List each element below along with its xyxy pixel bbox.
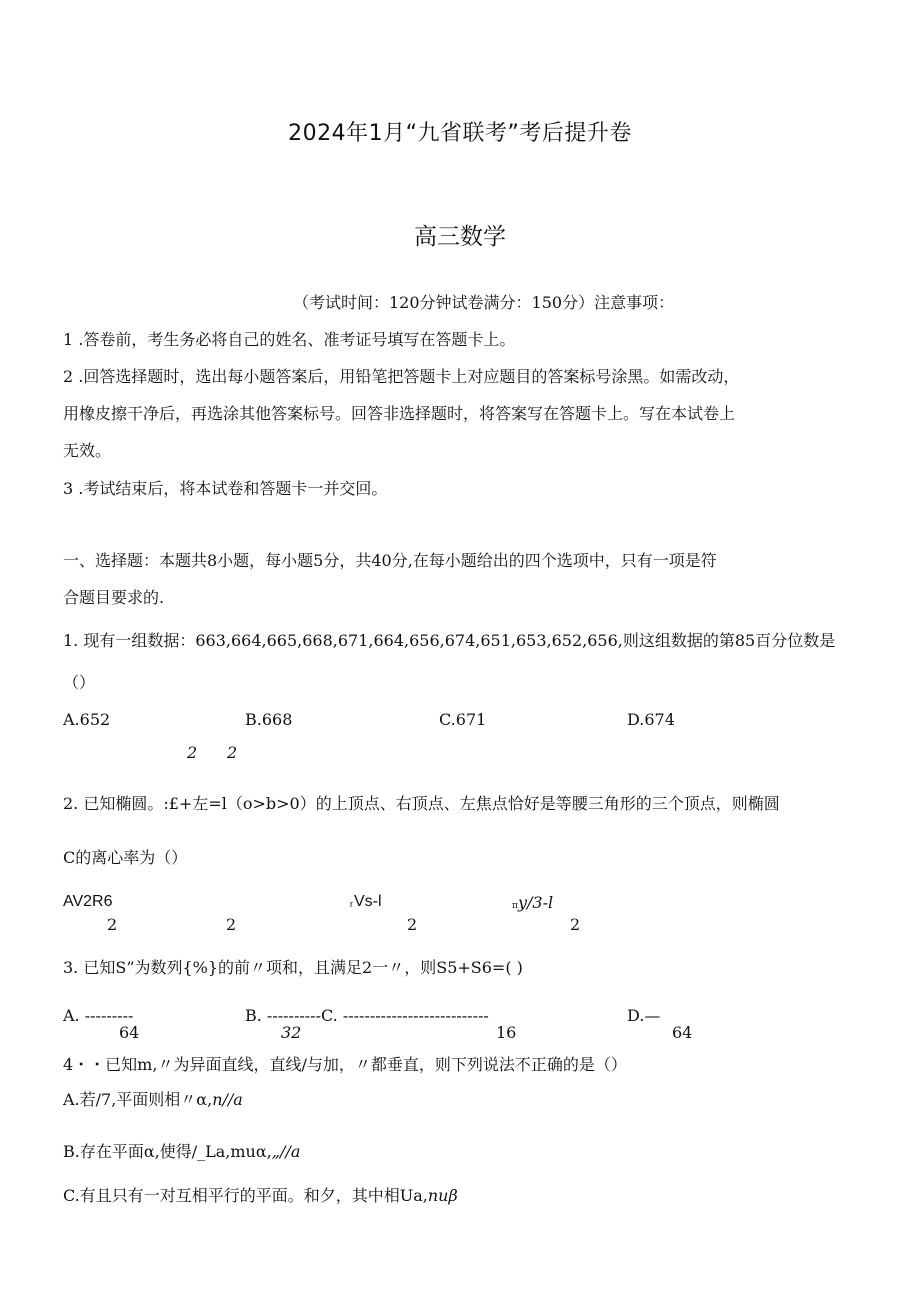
- notice-2: 2 .回答选择题时，选出每小题答案后，用铅笔把答题卡上对应题目的答案标号涂黑。如需改动，: [63, 367, 740, 386]
- question-2-superscript: 2: [227, 743, 238, 762]
- question-2-denominator: 2: [226, 915, 237, 934]
- question-1-option-b: B.668: [245, 710, 293, 729]
- question-3-option-d: D.—: [627, 1006, 661, 1025]
- question-2-option-c-prefix: r: [350, 899, 353, 909]
- question-3-stem: 3. 已知S”为数列{%}的前〃项和，且满足2一〃，则S5+S6=( ): [63, 958, 523, 977]
- question-2-option-d: y/3-l: [518, 893, 554, 912]
- paper-title: 2024年1月“九省联考”考后提升卷: [288, 121, 632, 146]
- question-2-stem: 2. 已知椭圆。:£+左=l（o>b>0）的上顶点、右顶点、左焦点恰好是等腰三角形的三个顶点，则椭圆: [63, 794, 780, 813]
- question-2-option-a: AV2R6: [63, 893, 113, 910]
- question-4-option-c-math: nuβ: [427, 1186, 458, 1205]
- question-4-option-c-text: C.有且只有一对互相平行的平面。和夕，其中相Ua,: [63, 1186, 428, 1205]
- question-4-option-b-math: „//a: [271, 1142, 301, 1161]
- question-1-option-d: D.674: [627, 710, 675, 729]
- section-heading: 一、选择题：本题共8小题，每小题5分，共40分,在每小题给出的四个选项中，只有一项是符: [63, 551, 717, 570]
- notice-1: 1 .答卷前，考生务必将自己的姓名、准考证号填写在答题卡上。: [63, 330, 516, 349]
- notice-2-cont: 用橡皮擦干净后，再选涂其他答案标号。回答非选择题时，将答案写在答题卡上。写在本试卷上: [63, 404, 736, 423]
- question-4-stem: 4・・已知m,〃为异面直线，直线/与加，〃都垂直，则下列说法不正确的是（）: [63, 1055, 627, 1074]
- question-4-option-a-math: n//a: [212, 1090, 243, 1109]
- question-3-denominator: 32: [281, 1023, 302, 1042]
- question-4-option-b-text: B.存在平面α,使得/_La,muα,: [63, 1142, 272, 1161]
- question-4-option-b: [63, 1139, 300, 1162]
- paper-subtitle: 高三数学: [414, 224, 506, 250]
- question-1-paren: （）: [63, 673, 96, 692]
- question-4-option-a: [63, 1087, 243, 1110]
- question-2-option-c: Vs-l: [354, 893, 382, 910]
- question-2-denominator: 2: [570, 915, 581, 934]
- question-3-denominator: 16: [496, 1023, 517, 1042]
- question-2-option-d-prefix: π: [512, 901, 518, 911]
- question-3-option-b-c: B. ----------C. ---------------------------: [245, 1006, 489, 1025]
- question-1-option-c: C.671: [439, 710, 487, 729]
- question-2-denominator: 2: [107, 915, 118, 934]
- question-3-denominator: 64: [672, 1023, 693, 1042]
- question-2-denominator: 2: [407, 915, 418, 934]
- question-1-stem: 1. 现有一组数据：663,664,665,668,671,664,656,674,651,653,652,656,则这组数据的第85百分位数是: [63, 631, 836, 650]
- question-3-option-a: A. ---------: [63, 1006, 134, 1025]
- exam-info: （考试时间：120分钟试卷满分：150分）注意事项：: [293, 293, 675, 312]
- question-4-option-a-text: A.若/7,平面则相〃α,: [63, 1090, 213, 1109]
- question-1-option-a: A.652: [63, 710, 111, 729]
- question-2-superscript: 2: [187, 743, 198, 762]
- question-4-option-c: [63, 1183, 458, 1206]
- question-2-stem-cont: C的离心率为（）: [63, 848, 188, 867]
- notice-3: 3 .考试结束后，将本试卷和答题卡一并交回。: [63, 479, 388, 498]
- question-3-denominator: 64: [119, 1023, 140, 1042]
- notice-2-end: 无效。: [63, 441, 112, 460]
- section-heading-cont: 合题目要求的.: [63, 588, 165, 607]
